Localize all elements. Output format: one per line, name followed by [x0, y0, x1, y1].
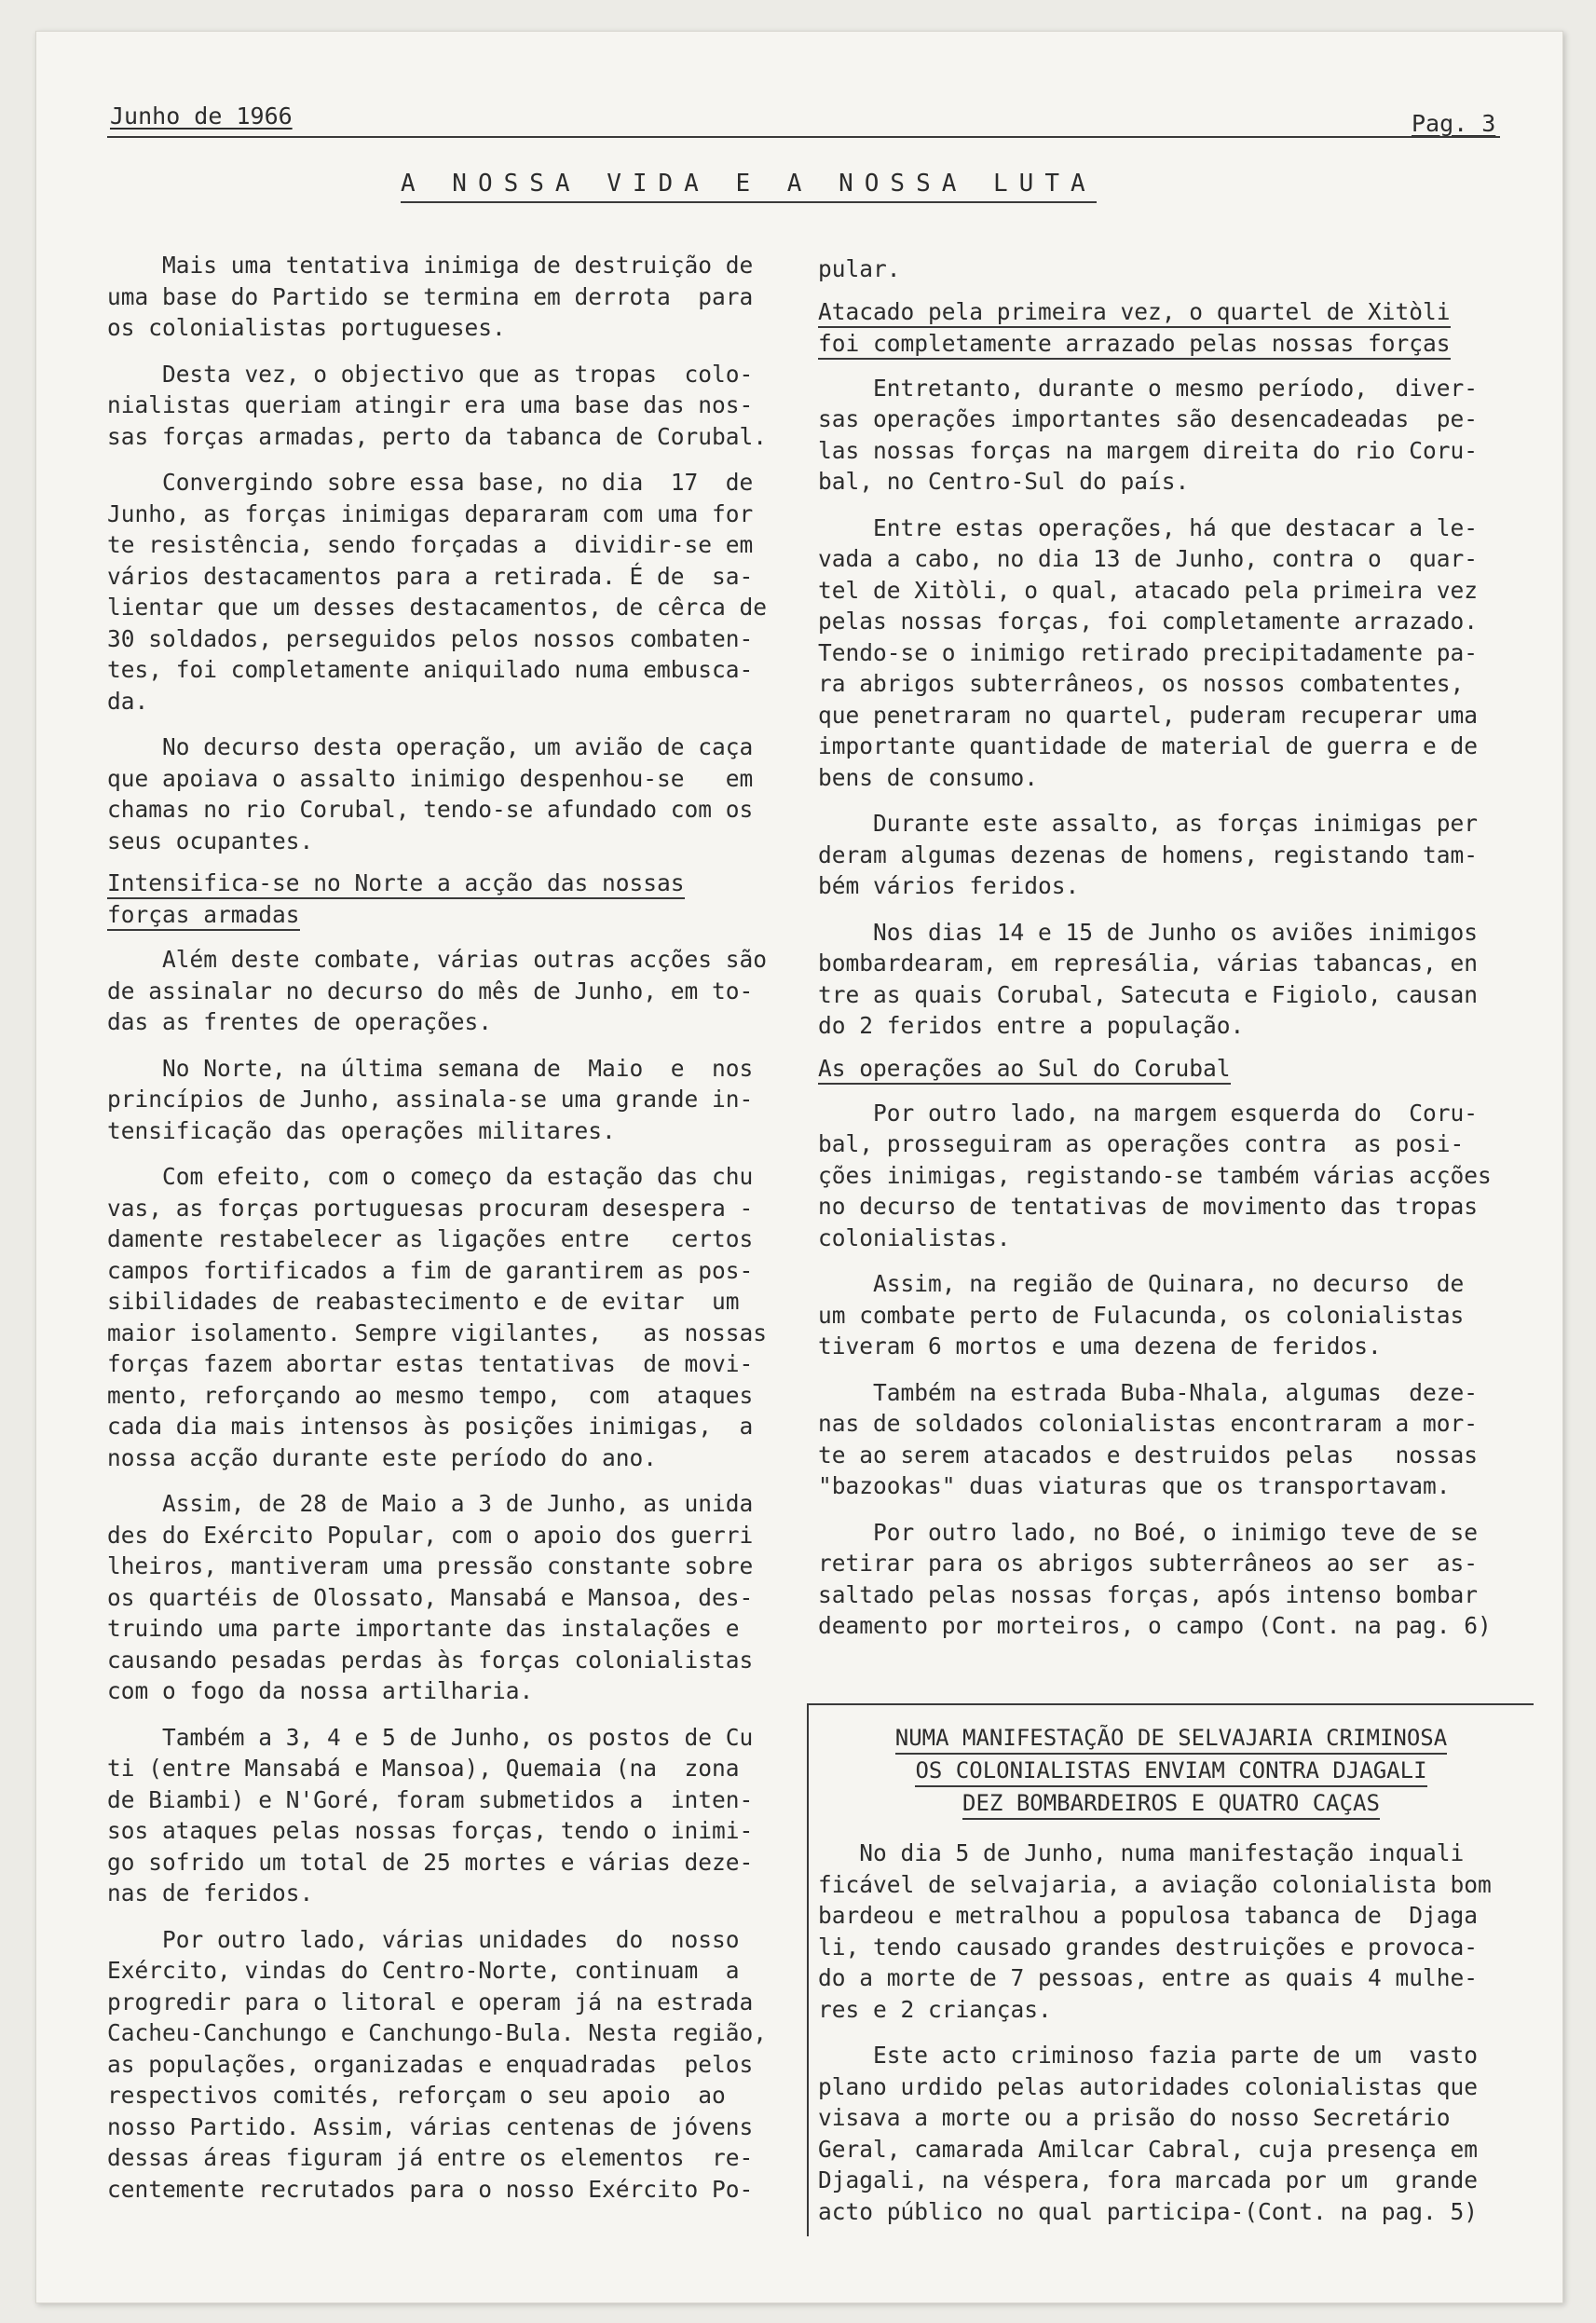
boxed-article — [807, 1703, 1534, 2236]
paragraph: Assim, na região de Quinara, no decurso de um combate perto de Fulacunda, os colonialistas tiveram 6 mortos e uma dezena de feridos. — [818, 1270, 1465, 1360]
section-title: A NOSSA VIDA E A NOSSA LUTA — [401, 170, 1097, 203]
boxed-article-title — [809, 1722, 1534, 1820]
subheading — [818, 296, 1526, 360]
subheading-line: forças armadas — [107, 900, 300, 931]
paragraph: No Norte, na última semana de Maio e nos princípios de Junho, assinala-se uma grande in- tensificação das operações militares. — [107, 1054, 754, 1144]
paragraph: pular. — [818, 255, 901, 282]
paragraph: Além deste combate, várias outras acções são de assinalar no decurso do mês de Junho, em to- das as frentes de operações. — [107, 946, 768, 1035]
paragraph: Durante este assalto, as forças inimigas per deram algumas dezenas de homens, registando tam- bém vários feridos. — [818, 810, 1479, 899]
subheading — [107, 868, 797, 931]
subheading-line: Intensifica-se no Norte a acção das nossas — [107, 868, 685, 899]
subheading-line: As operações ao Sul do Corubal — [818, 1054, 1231, 1085]
boxed-article-body — [818, 1838, 1526, 2227]
paragraph: Também a 3, 4 e 5 de Junho, os postos de Cu ti (entre Mansabá e Mansoa), Quemaia (na zona de Biambi) e N'Goré, foram submetidos a inten- sos ataques pelas nossas forças, tendo o inimi- go sofrido um total de 25 mortes e várias deze- nas de feridos. — [107, 1723, 754, 1906]
paragraph: No decurso desta operação, um avião de caça que apoiava o assalto inimigo despenhou-se em chamas no rio Corubal, tendo-se afundado com os seus ocupantes. — [107, 733, 754, 854]
paragraph: Por outro lado, no Boé, o inimigo teve de se retirar para os abrigos subterrâneos ao ser as- saltado pelas nossas forças, após intenso bombar deamento por morteiros, o campo (Cont. na pag. 6) — [818, 1518, 1492, 1639]
title-line: DEZ BOMBARDEIROS E QUATRO CAÇAS — [962, 1788, 1380, 1820]
subheading-line: foi completamente arrazado pelas nossas forças — [818, 329, 1451, 360]
issue-date: Junho de 1966 — [110, 102, 293, 130]
paragraph: Por outro lado, na margem esquerda do Coru- bal, prosseguiram as operações contra as posi- ções inimigas, registando-se também várias acções no decurso de tentativas de movimento das tropas colonialistas. — [818, 1099, 1492, 1251]
right-column — [818, 253, 1526, 1642]
paragraph: Entretanto, durante o mesmo período, diver- sas operações importantes são desencadeadas pe- las nossas forças na margem direita do rio Coru- bal, no Centro-Sul do país. — [818, 374, 1479, 495]
left-column — [107, 250, 797, 2205]
paragraph: Assim, de 28 de Maio a 3 de Junho, as unida des do Exército Popular, com o apoio dos guerri lheiros, mantiveram uma pressão constante sobre os quartéis de Olossato, Mansabá e Mansoa, des- truindo uma parte importante das instalações e causando pesadas perdas às forças colonialistas com o fogo da nossa artilharia. — [107, 1490, 754, 1704]
title-line: NUMA MANIFESTAÇÃO DE SELVAJARIA CRIMINOSA — [895, 1723, 1447, 1755]
paragraph: Mais uma tentativa inimiga de destruição de uma base do Partido se termina em derrota para os colonialistas portugueses. — [107, 252, 754, 341]
paragraph: Também na estrada Buba-Nhala, algumas deze- nas de soldados colonialistas encontraram a mor- te ao serem atacados e destruidos pelas nossas "bazookas" duas viaturas que os transportavam. — [818, 1378, 1479, 1499]
header-rule — [107, 136, 1500, 138]
subheading-line: Atacado pela primeira vez, o quartel de Xitòli — [818, 297, 1451, 328]
paragraph: Com efeito, com o começo da estação das chu vas, as forças portuguesas procuram desespera - damente restabelecer as ligações entre certos campos fortificados a fim de garantirem as pos- sibilidades de reabastecimento e de evitar um maior isolamento. Sempre vigilantes, as nossas forças fazem abortar estas tentativas de movi- mento, reforçando ao mesmo tempo, com ataques cada dia mais intensos às posições inimigas, a nossa acção durante este período do ano. — [107, 1163, 768, 1471]
title-line: OS COLONIALISTAS ENVIAM CONTRA DJAGALI — [915, 1756, 1426, 1787]
paragraph: Este acto criminoso fazia parte de um vasto plano urdido pelas autoridades colonialistas que visava a morte ou a prisão do nosso Secretário Geral, camarada Amilcar Cabral, cuja presença em Djagali, na véspera, fora marcada por um grande acto público no qual participa-(Cont. na pag. 5) — [818, 2042, 1479, 2225]
paragraph: Entre estas operações, há que destacar a le- vada a cabo, no dia 13 de Junho, contra o quar- tel de Xitòli, o qual, atacado pela primeira vez pelas nossas forças, foi completamente arrazado. Tendo-se o inimigo retirado precipitadamente pa- ra abrigos subterrâneos, os nossos combatentes, que penetraram no quartel, puderam recuperar uma importante quantidade de material de guerra e de bens de consumo. — [818, 513, 1479, 791]
page-number: Pag. 3 — [1412, 110, 1496, 137]
paragraph: Desta vez, o objectivo que as tropas colo- nialistas queriam atingir era uma base das nos- sas forças armadas, perto da tabanca de Corubal. — [107, 360, 768, 450]
paragraph: Nos dias 14 e 15 de Junho os aviões inimigos bombardearam, em represália, várias tabancas, en tre as quais Corubal, Satecuta e Figiolo, causan do 2 feridos entre a população. — [818, 918, 1479, 1039]
paragraph: No dia 5 de Junho, numa manifestação inquali ficável de selvajaria, a aviação colonialista bom bardeou e metralhou a populosa tabanca de Djaga li, tendo causado grandes destruições e provoca- do a morte de 7 pessoas, entre as quais 4 mulhe- res e 2 crianças. — [818, 1839, 1492, 2023]
paragraph: Convergindo sobre essa base, no dia 17 de Junho, as forças inimigas depararam com uma for te resistência, sendo forçadas a dividir-se em vários destacamentos para a retirada. É de sa- lientar que um desses destacamentos, de cêrca de 30 soldados, perseguidos pelos nossos combaten- tes, foi completamente aniquilado numa embusca- da. — [107, 469, 768, 715]
paragraph: Por outro lado, várias unidades do nosso Exército, vindas do Centro-Norte, continuam a progredir para o litoral e operam já na estrada Cacheu-Canchungo e Canchungo-Bula. Nesta região, as populações, organizadas e enquadradas pelos respectivos comités, reforçam o seu apoio ao nosso Partido. Assim, várias centenas de jóvens dessas áreas figuram já entre os elementos re- centemente recrutados para o nosso Exército Po- — [107, 1925, 768, 2203]
subheading — [818, 1053, 1526, 1085]
